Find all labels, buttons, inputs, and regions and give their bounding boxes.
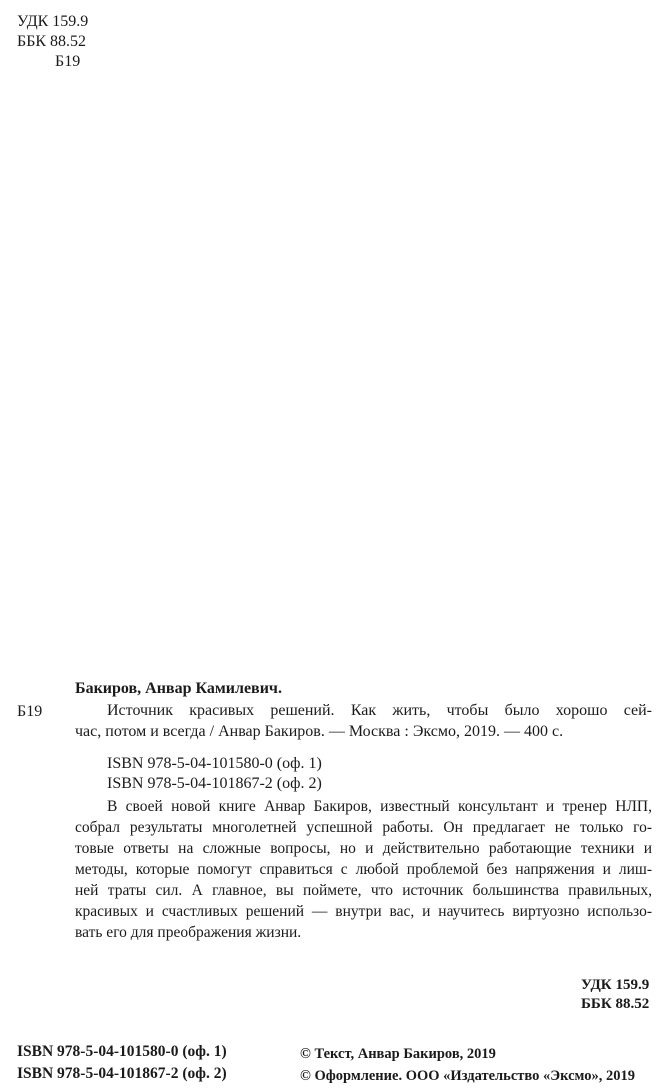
bottom-bbk-code: ББК 88.52 (581, 996, 650, 1012)
annotation-paragraph (75, 796, 652, 943)
bottom-udk-code: УДК 159.9 (581, 977, 650, 993)
author-name: Бакиров, Анвар Камилевич. (75, 680, 282, 697)
top-bbk-code: ББК 88.52 (17, 33, 87, 50)
footer-isbn-line: ISBN 978-5-04-101580-0 (оф. 1) (17, 1043, 227, 1060)
footer-isbn-list (17, 1041, 227, 1085)
annotation-line: товые ответы на сложные вопросы, но и действительно работающие техники и (75, 840, 652, 857)
annotation-line: вать его для преображения жизни. (75, 924, 302, 941)
top-udk-code: УДК 159.9 (17, 13, 89, 30)
bottom-classification-codes (581, 976, 649, 1014)
top-classification-codes (17, 12, 88, 72)
isbn-line: ISBN 978-5-04-101867-2 (оф. 2) (107, 775, 322, 792)
copyright-text-line: © Текст, Анвар Бакиров, 2019 (300, 1046, 496, 1062)
isbn-line: ISBN 978-5-04-101580-0 (оф. 1) (107, 755, 322, 772)
copyright-design-line: © Оформление. ООО «Издательство «Эксмо», 2019 (300, 1068, 635, 1084)
footer-isbn-line: ISBN 978-5-04-101867-2 (оф. 2) (17, 1065, 227, 1082)
annotation-line: красивых и счастливых решений — внутри вас, и научитесь виртуозно использо- (75, 903, 652, 920)
copyright-notice (300, 1043, 635, 1087)
annotation-line: методы, которые помогут справиться с любой проблемой без напряжения и лиш- (75, 861, 652, 878)
annotation-line: В своей новой книге Анвар Бакиров, известный консультант и тренер НЛП, (107, 798, 652, 815)
title-line: Источник красивых решений. Как жить, чтобы было хорошо сей- (107, 702, 652, 719)
title-line: час, потом и всегда / Анвар Бакиров. — Москва : Эксмо, 2019. — 400 с. (75, 723, 564, 740)
top-author-mark: Б19 (55, 53, 81, 70)
annotation-line: собрал результаты многолетней успешной работы. Он предлагает не только го- (75, 819, 652, 836)
annotation-line: ней траты сил. А главное, вы поймете, что источник большинства правильных, (75, 882, 652, 899)
side-author-mark: Б19 (17, 703, 43, 720)
title-description (75, 700, 652, 742)
isbn-list (107, 754, 322, 794)
